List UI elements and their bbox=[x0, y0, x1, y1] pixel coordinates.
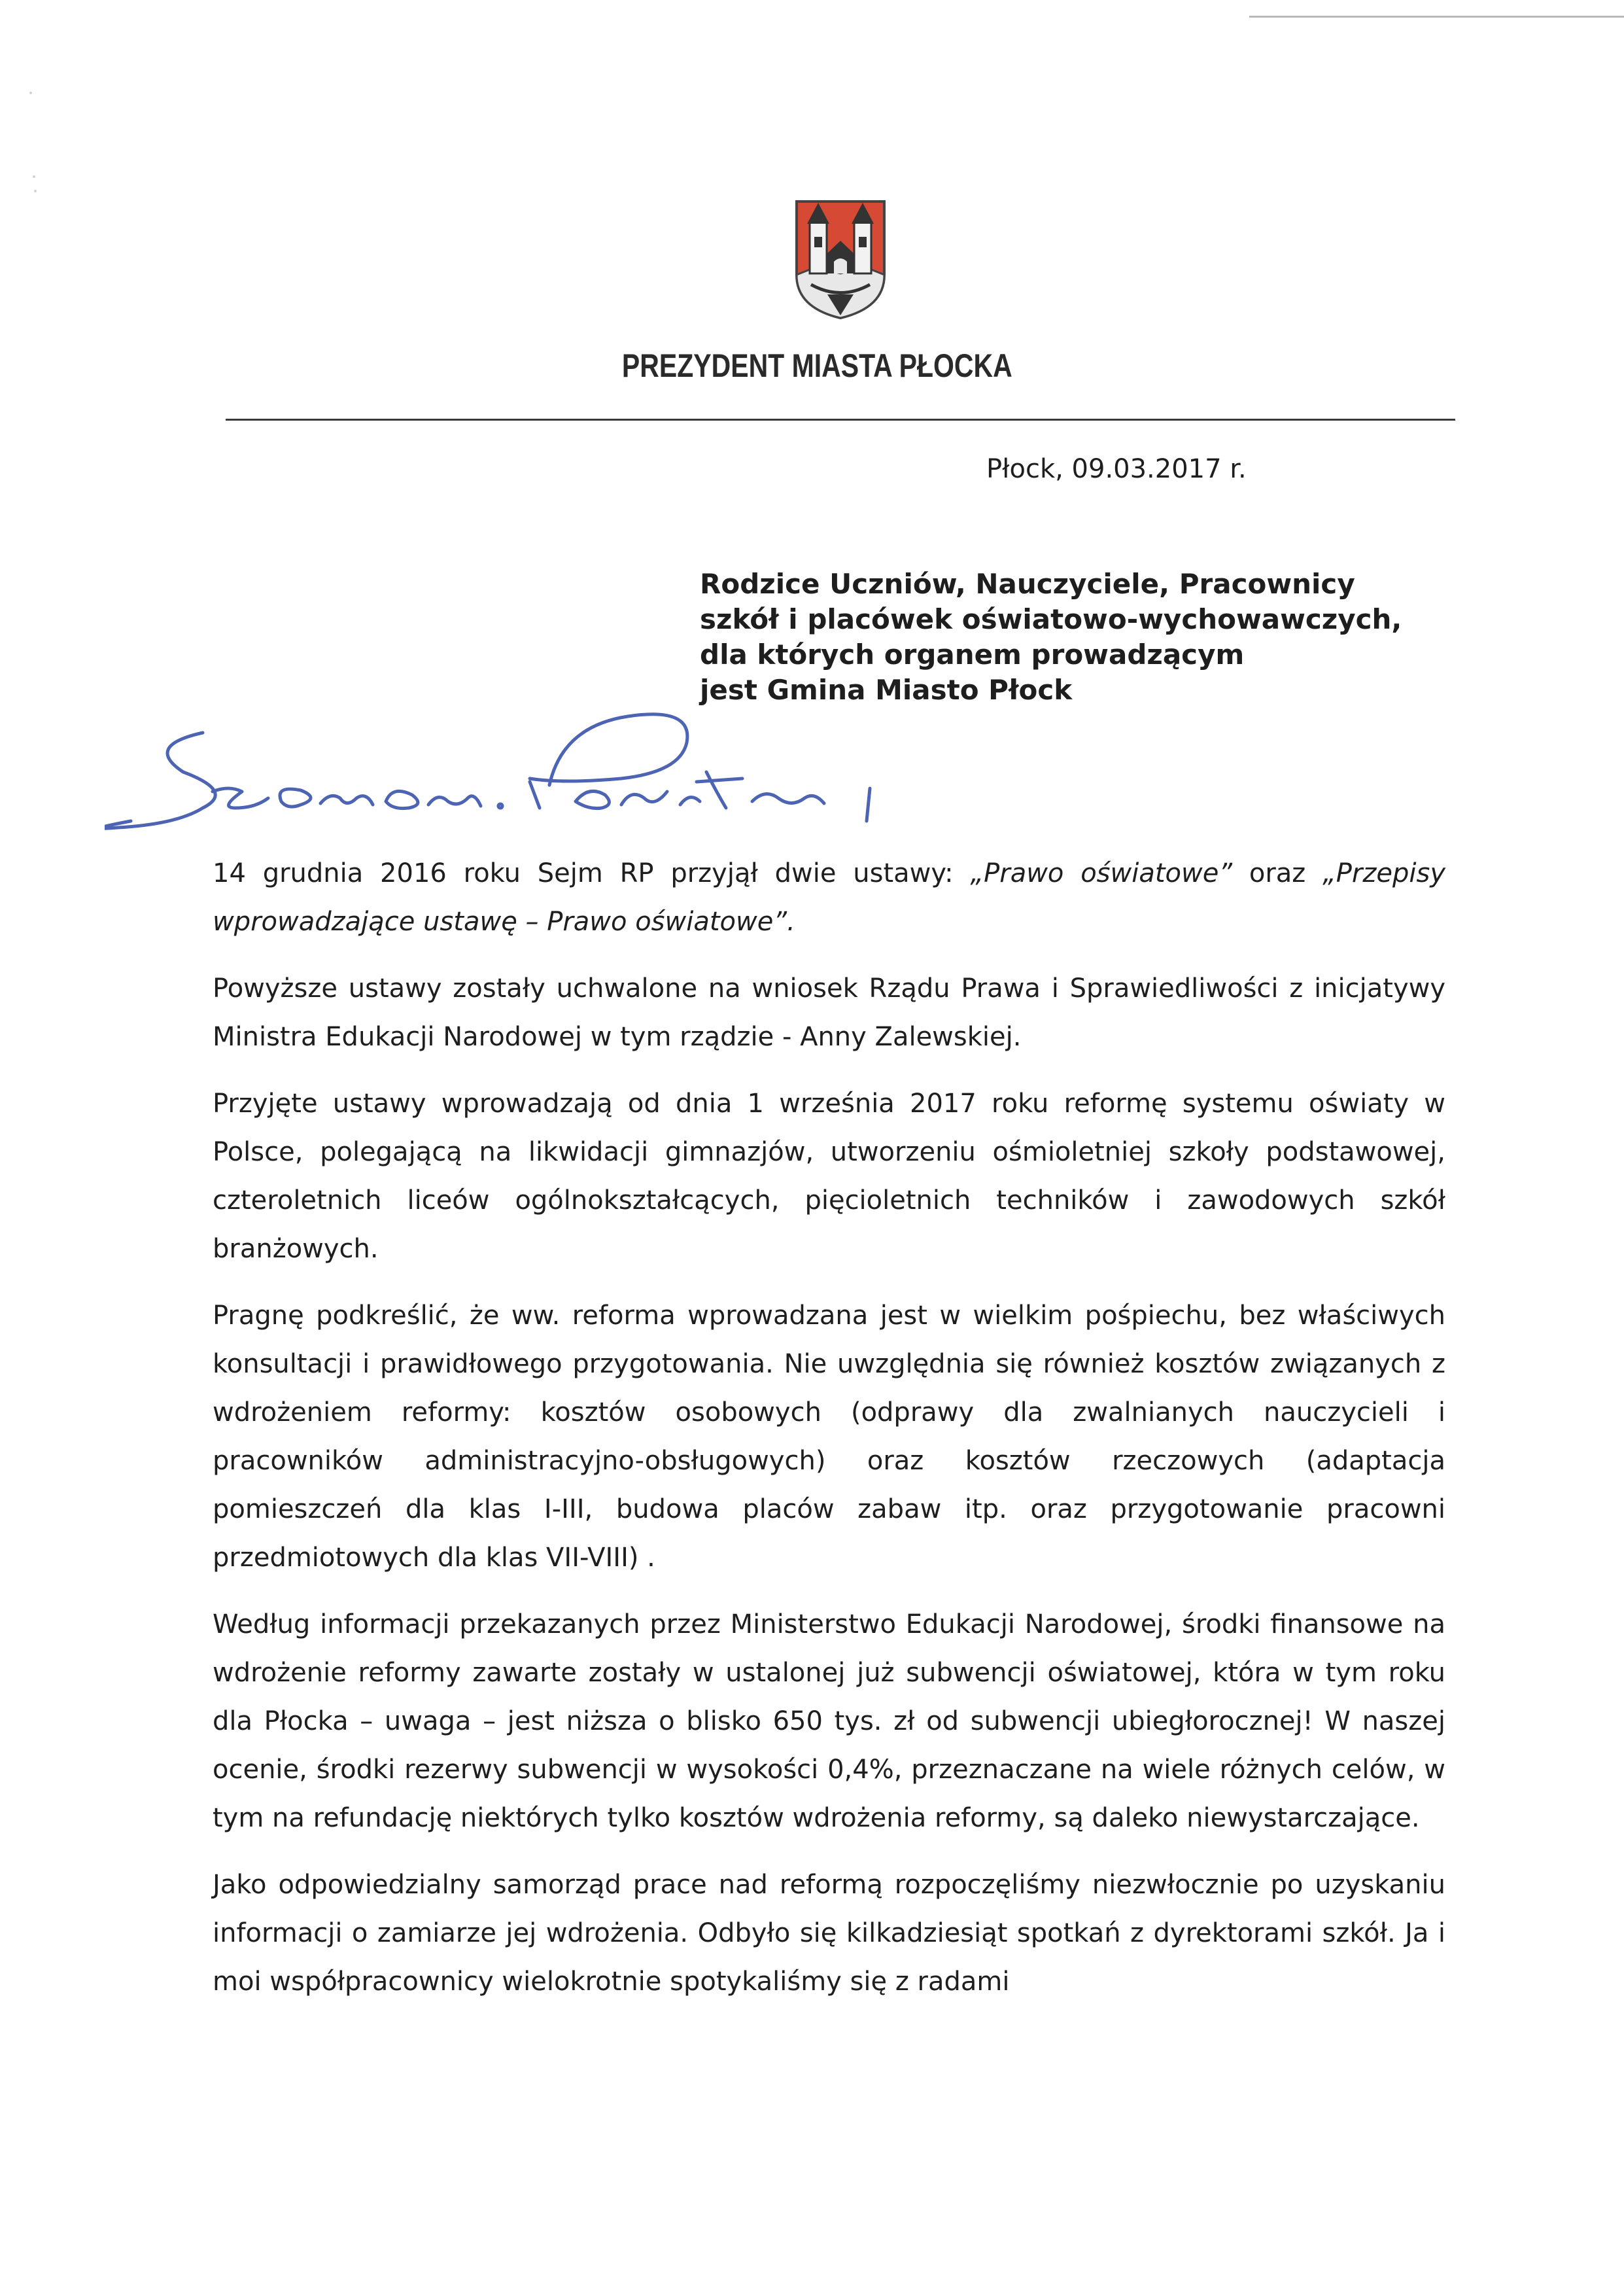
scan-speck bbox=[33, 175, 35, 178]
paragraph: Powyższe ustawy zostały uchwalone na wniosek Rządu Prawa i Sprawiedliwości z inicjatywy Ministra Edukacji Narodowej w tym rządzie - Anny Zalewskiej. bbox=[213, 973, 1445, 1052]
header-divider bbox=[226, 419, 1455, 421]
recipient-line: Rodzice Uczniów, Nauczyciele, Pracownicy bbox=[700, 568, 1355, 600]
recipient-line: jest Gmina Miasto Płock bbox=[700, 674, 1073, 706]
paragraph: Przyjęte ustawy wprowadzają od dnia 1 września 2017 roku reformę systemu oświaty w Polsce, polegającą na likwidacji gimnazjów, utworzeniu ośmioletniej szkoły podstawowej, czteroletnich liceów ogólnokształcących, pięcioletnich techników i zawodowych szkół branżowych. bbox=[213, 1089, 1445, 1264]
quoted-act-title: „Prawo oświatowe” bbox=[970, 858, 1233, 888]
letter-body bbox=[213, 849, 1445, 2024]
plock-coat-of-arms-icon bbox=[791, 196, 890, 321]
paragraph: Pragnę podkreślić, że ww. reforma wprowadzana jest w wielkim pośpiechu, bez właściwych konsultacji i prawidłowego przygotowania. Nie uwzględnia się również kosztów związanych z wdrożeniem reformy: kosztów osobowych (odprawy dla zwalnianych nauczycieli i pracowników administracyjno-obsługowych) oraz kosztów rzeczowych (adaptacja pomieszczeń dla klas I-III, budowa placów zabaw itp. oraz przygotowanie pracowni przedmiotowych dla klas VII-VIII) . bbox=[213, 1301, 1445, 1573]
scan-edge-line bbox=[1249, 16, 1624, 18]
paragraph: Według informacji przekazanych przez Ministerstwo Edukacji Narodowej, środki finansowe na wdrożenie reformy zawarte zostały w ustalonej już subwencji oświatowej, która w tym roku dla Płocka – uwaga – jest niższa o blisko 650 tys. zł od subwencji ubiegłorocznej! W naszej ocenie, środki rezerwy subwencji w wysokości 0,4%, przeznaczane na wiele różnych celów, w tym na refundację niektórych tylko kosztów wdrożenia reformy, są daleko niewystarczające. bbox=[213, 1609, 1445, 1833]
paragraph-text: 14 grudnia 2016 roku Sejm RP przyjął dwie ustawy: bbox=[213, 858, 971, 888]
place-and-date: Płock, 09.03.2017 r. bbox=[986, 454, 1247, 484]
scan-speck bbox=[29, 92, 32, 94]
office-title: PREZYDENT MIASTA PŁOCKA bbox=[621, 347, 1012, 384]
scan-speck bbox=[34, 190, 37, 192]
handwritten-salutation bbox=[105, 693, 890, 857]
recipient-line: dla których organem prowadzącym bbox=[700, 639, 1245, 671]
paragraph: Jako odpowiedzialny samorząd prace nad reformą rozpoczęliśmy niezwłocznie po uzyskaniu informacji o zamiarze jej wdrożenia. Odbyło się kilkadziesiąt spotkań z dyrektorami szkół. Ja i moi współpracownicy wielokrotnie spotykaliśmy się z radami bbox=[213, 1870, 1445, 1997]
paragraph bbox=[213, 849, 1445, 946]
recipient-line: szkół i placówek oświatowo-wychowawczych, bbox=[700, 603, 1402, 635]
paragraph-text: oraz bbox=[1232, 858, 1323, 888]
quoted-act-title: „Przepisy wprowadzające ustawę – Prawo oświatowe”. bbox=[213, 858, 1445, 937]
recipient-block bbox=[700, 567, 1485, 708]
